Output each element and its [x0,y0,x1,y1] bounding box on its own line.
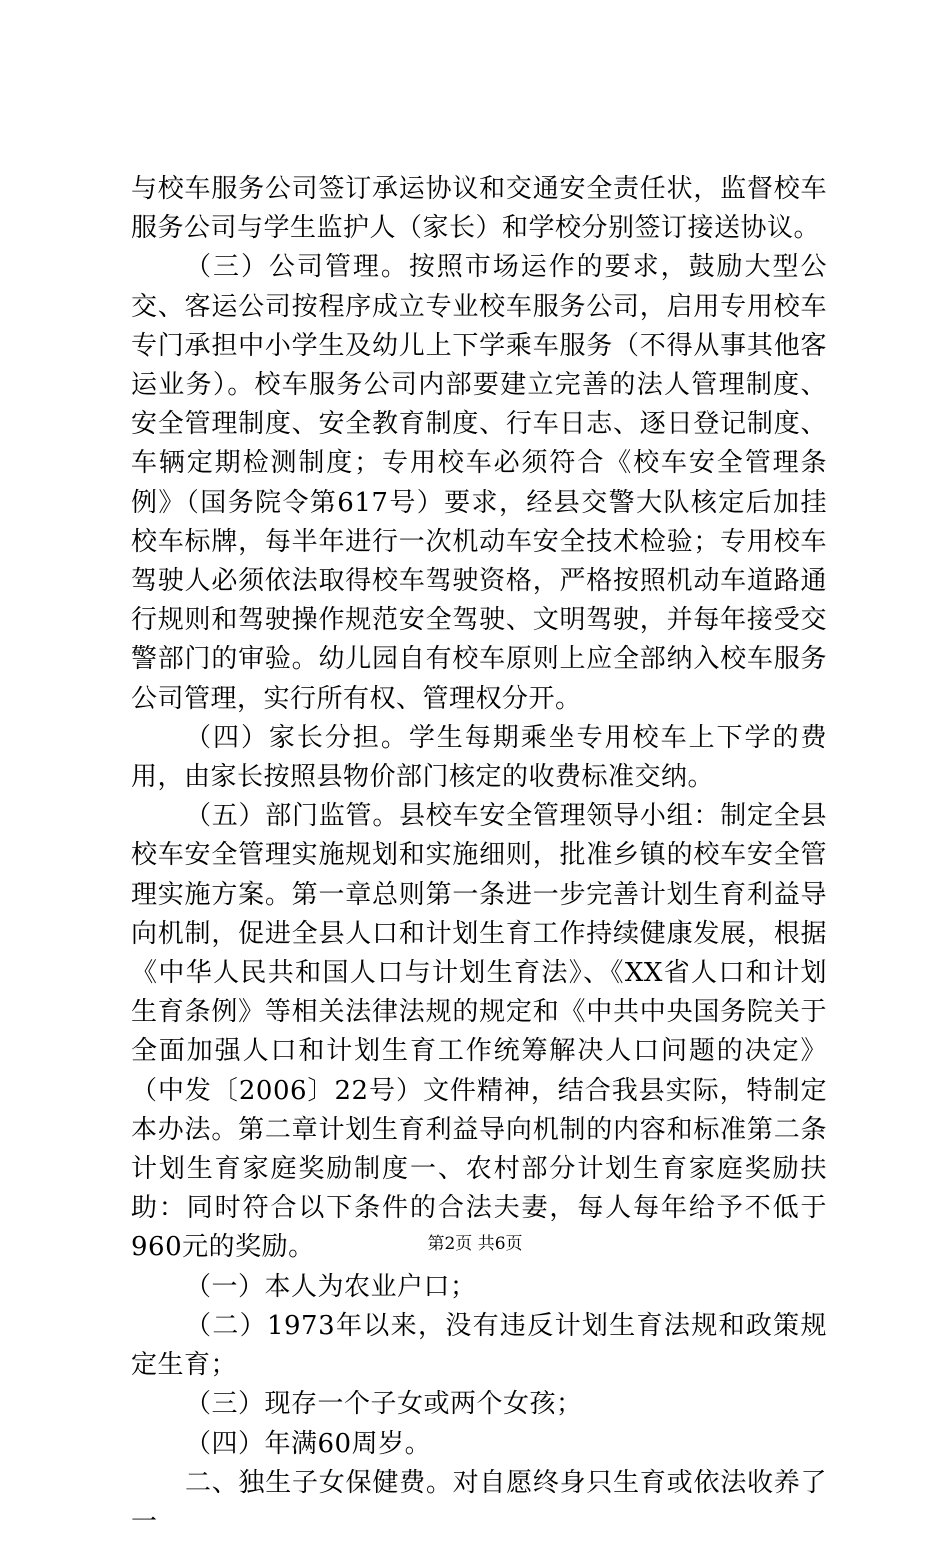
paragraph-5: （一）本人为农业户口； [185,1271,477,1302]
paragraph-3: （四）家长分担。学生每期乘坐专用校车上下学的费用，由家长按照县物价部门核定的收费标准交纳。 [131,722,827,793]
paragraph-2: （三）公司管理。按照市场运作的要求，鼓励大型公交、客运公司按程序成立专业校车服务公司，启用专用校车专门承担中小学生及幼儿上下学乘车服务（不得从事其他客运业务）。校车服务公司内部要建立完善的法人管理制度、安全管理制度、安全教育制度、行车日志、逐日登记制度、车辆定期检测制度；专用校车必须符合《校车安全管理条例》（国务院令第617号）要求，经县交警大队核定后加挂校车标牌，每半年进行一次机动车安全技术检验；专用校车驾驶人必须依法取得校车驾驶资格，严格按照机动车道路通行规则和驾驶操作规范安全驾驶、文明驾驶，并每年接受交警部门的审验。幼儿园自有校车原则上应全部纳入校车服务公司管理，实行所有权、管理权分开。 [131,252,827,714]
paragraph-7: （三）现存一个子女或两个女孩； [185,1389,583,1420]
paragraph-4: （五）部门监管。县校车安全管理领导小组：制定全县校车安全管理实施规划和实施细则，批准乡镇的校车安全管理实施方案。第一章总则第一条进一步完善计划生育利益导向机制，促进全县人口和计划生育工作持续健康发展，根据《中华人民共和国人口与计划生育法》、《XX省人口和计划生育条例》等相关法律法规的规定和《中共中央国务院关于全面加强人口和计划生育工作统筹解决人口问题的决定》（中发〔2006〕22号）文件精神，结合我县实际，特制定本办法。第二章计划生育利益导向机制的内容和标准第二条计划生育家庭奖励制度一、农村部分计划生育家庭奖励扶助：同时符合以下条件的合法夫妻，每人每年给予不低于960元的奖励。 [131,801,827,1263]
page-footer: 第2页 共6页 [427,1234,523,1254]
paragraph-1: 与校车服务公司签订承运协议和交通安全责任状，监督校车服务公司与学生监护人（家长）和学校分别签订接送协议。 [131,174,827,244]
paragraph-6: （二）1973年以来，没有违反计划生育法规和政策规定生育； [131,1310,827,1381]
paragraph-9: 二、独生子女保健费。对自愿终身只生育或依法收养了一 [131,1467,827,1537]
paragraph-8: （四）年满60周岁。 [185,1428,432,1459]
document-body [131,170,827,1542]
